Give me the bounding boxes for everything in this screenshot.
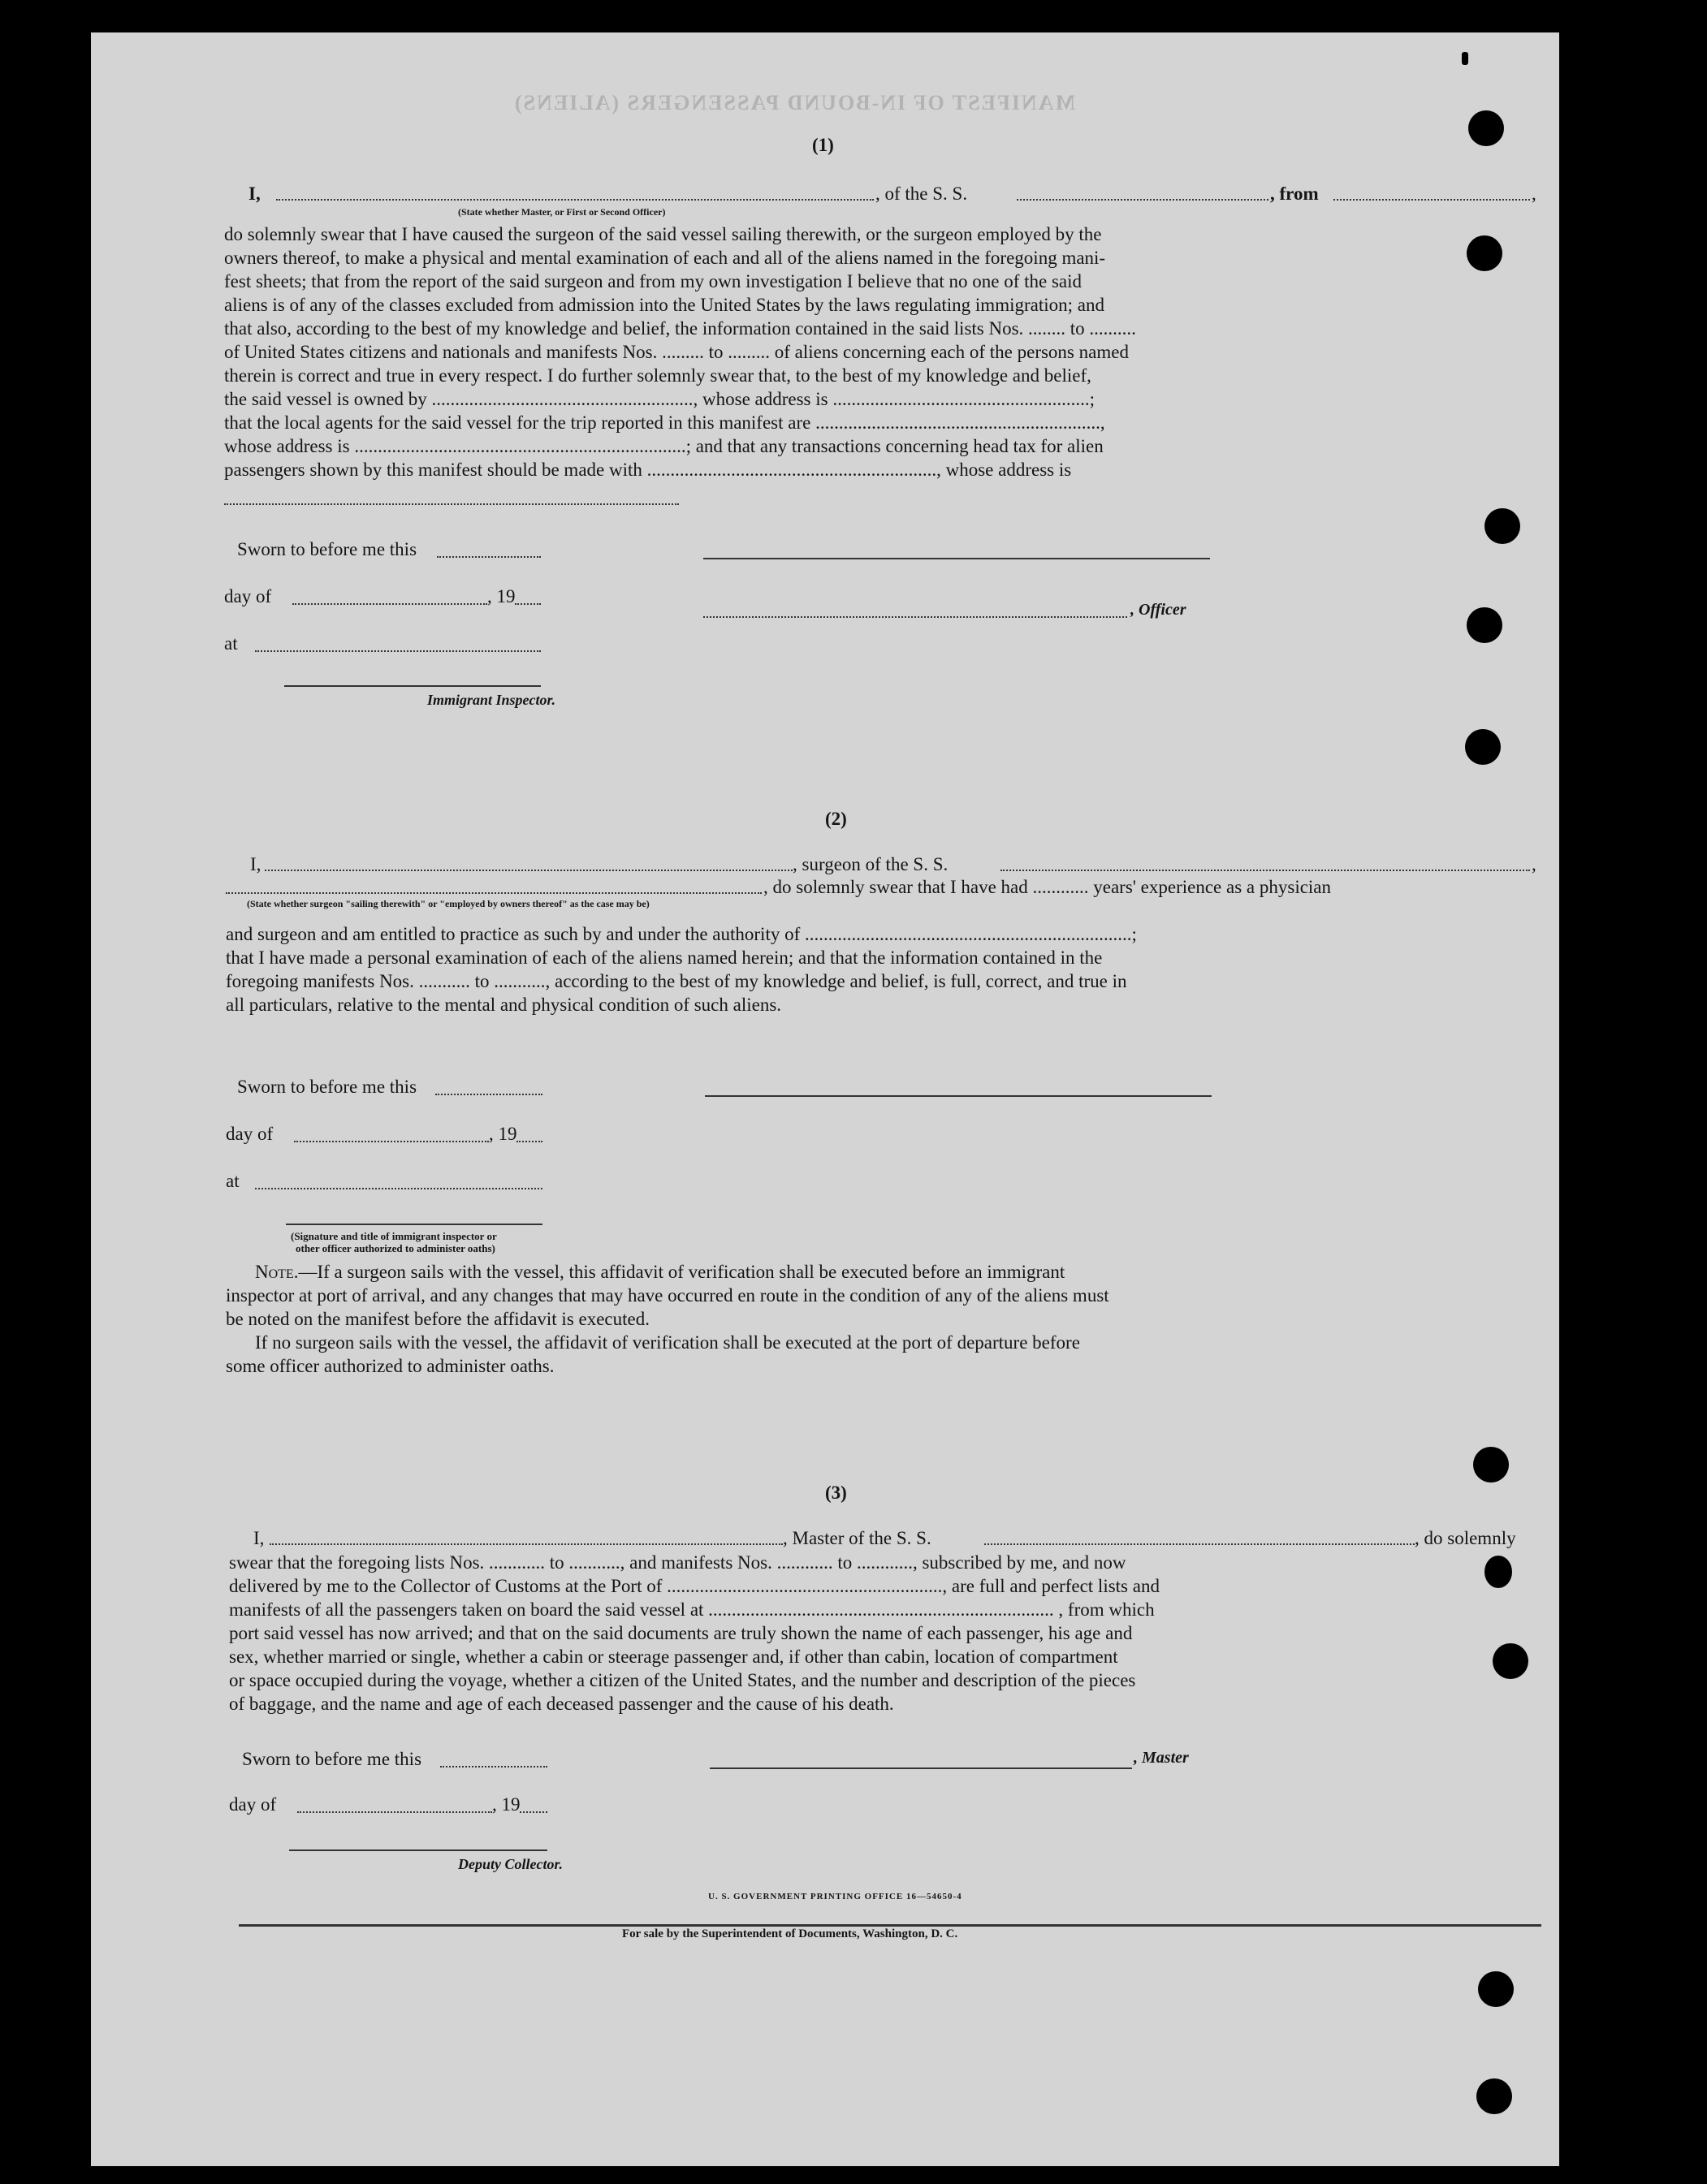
section-1-line: whose address is .......................................................................; and that any transactions concerning head tax for alien: [224, 436, 1104, 456]
section-1-line: that also, according to the best of my knowledge and belief, the information contained in the said lists Nos. ........ to ..........: [224, 318, 1136, 339]
binder-hole: [1478, 1971, 1514, 2007]
binder-hole: [1467, 235, 1502, 271]
sworn-label-2: Sworn to before me this: [237, 1077, 417, 1097]
section-1-body: [224, 222, 1535, 481]
section-2-line: all particulars, relative to the mental and physical condition of such aliens.: [226, 995, 782, 1015]
section-1-line: do solemnly swear that I have caused the surgeon of the said vessel sailing therewith, or the surgeon employed by the: [224, 224, 1102, 244]
section-1-number: (1): [812, 135, 834, 155]
section-1-line: of United States citizens and nationals and manifests Nos. ......... to ......... of aliens concerning each of the persons named: [224, 342, 1129, 362]
officer-name-field[interactable]: [276, 199, 874, 201]
signature-hint-line-1: (Signature and title of immigrant inspector or: [291, 1230, 497, 1242]
master-vessel-field[interactable]: [984, 1543, 1415, 1545]
master-of-ss-label: , Master of the S. S.: [783, 1528, 931, 1548]
signature-hint-line-2: other officer authorized to administer oaths): [296, 1242, 495, 1254]
year-field-3[interactable]: [520, 1811, 547, 1813]
at-place-field-2[interactable]: [255, 1188, 542, 1189]
section-2-trailing-comma: ,: [1532, 854, 1536, 874]
master-signature-line[interactable]: [710, 1767, 1132, 1769]
note-line: be noted on the manifest before the affidavit is executed.: [226, 1309, 650, 1329]
year-field-1[interactable]: [515, 603, 541, 605]
binder-hole: [1465, 729, 1501, 765]
do-solemnly-label: , do solemnly: [1415, 1528, 1516, 1548]
at-label-1: at: [224, 633, 238, 654]
section-2-body: [226, 922, 1536, 1016]
section-3-line: sex, whether married or single, whether a cabin or steerage passenger and, if other than cabin, location of compartment: [229, 1647, 1118, 1667]
bleed-through-title: MANIFEST OF IN-BOUND PASSENGERS (ALIENS): [513, 91, 1076, 114]
sworn-day-field-3[interactable]: [440, 1766, 547, 1767]
surgeon-experience-text: , do solemnly swear that I have had ............ years' experience as a physician: [763, 877, 1332, 897]
surgeon-of-ss-label: , surgeon of the S. S.: [793, 854, 949, 874]
officer-signature-field[interactable]: [703, 616, 1127, 618]
section-3-line: or space occupied during the voyage, whether a citizen of the United States, and the number and description of the pieces: [229, 1670, 1136, 1690]
at-label-2: at: [226, 1171, 240, 1191]
section-3-body: [229, 1551, 1538, 1716]
inspector-signature-line-2[interactable]: [286, 1224, 542, 1225]
section-2-oath-start: I,: [250, 854, 261, 874]
note-line: some officer authorized to administer oaths.: [226, 1356, 555, 1376]
section-1-line: the said vessel is owned by ........................................................, whose address is .......................................................;: [224, 389, 1095, 409]
officer-signature-top-line[interactable]: [703, 558, 1210, 559]
day-of-label-3: day of: [229, 1794, 277, 1815]
binder-hole: [1462, 52, 1468, 65]
day-of-label-1: day of: [224, 586, 272, 606]
section-3-line: manifests of all the passengers taken on board the said vessel at .......................................................................... , from which: [229, 1599, 1155, 1620]
note-line: [226, 1260, 1536, 1284]
immigrant-inspector-label: Immigrant Inspector.: [427, 692, 556, 708]
deputy-signature-line[interactable]: [289, 1849, 547, 1851]
section-1-line: passengers shown by this manifest should be made with .............................................................., whose address is: [224, 460, 1072, 480]
note-label: Note.: [255, 1262, 299, 1282]
of-the-ss-label: , of the S. S.: [875, 183, 968, 204]
sworn-day-field-2[interactable]: [435, 1094, 542, 1095]
binder-hole: [1484, 508, 1520, 544]
binder-hole: [1468, 110, 1504, 146]
binder-hole: [1484, 1556, 1512, 1588]
note-line: If no surgeon sails with the vessel, the affidavit of verification shall be executed at the port of departure before: [255, 1332, 1080, 1353]
year-field-2[interactable]: [516, 1141, 542, 1142]
officer-rank-hint: (State whether Master, or First or Second Officer): [458, 206, 666, 218]
footer-rule: [239, 1924, 1541, 1927]
sworn-label-3: Sworn to before me this: [242, 1749, 422, 1769]
sale-notice: For sale by the Superintendent of Documents, Washington, D. C.: [622, 1927, 958, 1940]
section-1-line: therein is correct and true in every respect. I do further solemnly swear that, to the best of my knowledge and belief,: [224, 365, 1091, 386]
section-1-trailing-comma: ,: [1532, 183, 1536, 204]
section-1-line: that the local agents for the said vessel for the trip reported in this manifest are .............................................................,: [224, 412, 1105, 433]
binder-hole: [1493, 1643, 1528, 1679]
year-label-2: , 19: [489, 1124, 517, 1144]
surgeon-vessel-field[interactable]: [1000, 870, 1530, 871]
section-3-line: swear that the foregoing lists Nos. ............ to ..........., and manifests Nos. ............ to ............, subscribed by me, and now: [229, 1552, 1126, 1573]
surgeon-signature-line[interactable]: [705, 1095, 1212, 1097]
officer-label: , Officer: [1130, 601, 1186, 619]
year-label-1: , 19: [487, 586, 516, 606]
section-3-line: port said vessel has now arrived; and that on the said documents are truly shown the name of each passenger, his age and: [229, 1623, 1133, 1643]
master-name-field[interactable]: [270, 1543, 783, 1545]
surgeon-name-field[interactable]: [265, 870, 793, 871]
section-2-line: that I have made a personal examination of each of the aliens named herein; and that the information contained in the: [226, 947, 1103, 968]
binder-hole: [1467, 607, 1502, 643]
from-label: , from: [1270, 183, 1319, 204]
year-label-3: , 19: [492, 1794, 521, 1815]
section-3-line: of baggage, and the name and age of each deceased passenger and the cause of his death.: [229, 1694, 894, 1714]
document-page: [91, 32, 1559, 2166]
section-2-line: and surgeon and am entitled to practice as such by and under the authority of ......................................................................;: [226, 924, 1137, 944]
gpo-imprint: U. S. GOVERNMENT PRINTING OFFICE 16—54650-4: [708, 1892, 962, 1901]
section-1-line: owners thereof, to make a physical and mental examination of each and all of the aliens named in the foregoing mani-: [224, 248, 1106, 268]
section-1-line: fest sheets; that from the report of the said surgeon and from my own investigation I believe that no one of the said: [224, 271, 1083, 291]
section-2-number: (2): [825, 809, 847, 829]
surgeon-note: [226, 1260, 1536, 1378]
day-of-month-field-3[interactable]: [297, 1811, 492, 1813]
binder-hole: [1473, 1447, 1509, 1483]
surgeon-capacity-hint: (State whether surgeon "sailing therewith" or "employed by owners thereof" as the case may be): [247, 898, 650, 909]
section-1-line: aliens is of any of the classes excluded from admission into the United States by the laws regulating immigration; and: [224, 295, 1104, 315]
note-line: inspector at port of arrival, and any changes that may have occurred en route in the condition of any of the aliens must: [226, 1285, 1109, 1306]
day-of-label-2: day of: [226, 1124, 274, 1144]
agent-address-continuation[interactable]: [224, 503, 679, 505]
section-1-oath-start: I,: [248, 183, 261, 204]
section-3-line: delivered by me to the Collector of Customs at the Port of ..........................................................., are full and perfect lists and: [229, 1576, 1160, 1596]
inspector-signature-line[interactable]: [284, 685, 541, 687]
sworn-label-1: Sworn to before me this: [237, 539, 417, 559]
section-2-line: foregoing manifests Nos. ........... to ..........., according to the best of my knowledge and belief, is full, correct, and true in: [226, 971, 1127, 991]
note-text: —If a surgeon sails with the vessel, this affidavit of verification shall be executed before an immigrant: [298, 1262, 1065, 1282]
vessel-name-field[interactable]: [1017, 199, 1268, 201]
at-place-field-1[interactable]: [255, 650, 541, 652]
sworn-day-field-1[interactable]: [437, 556, 541, 558]
surgeon-capacity-field[interactable]: [226, 892, 762, 894]
day-of-month-field-1[interactable]: [292, 603, 487, 605]
deputy-collector-label: Deputy Collector.: [458, 1856, 563, 1872]
section-3-number: (3): [825, 1483, 847, 1503]
from-port-field[interactable]: [1333, 199, 1530, 201]
day-of-month-field-2[interactable]: [294, 1141, 489, 1142]
master-label: , Master: [1134, 1749, 1189, 1767]
binder-hole: [1476, 2078, 1512, 2114]
section-3-oath-start: I,: [253, 1528, 265, 1548]
